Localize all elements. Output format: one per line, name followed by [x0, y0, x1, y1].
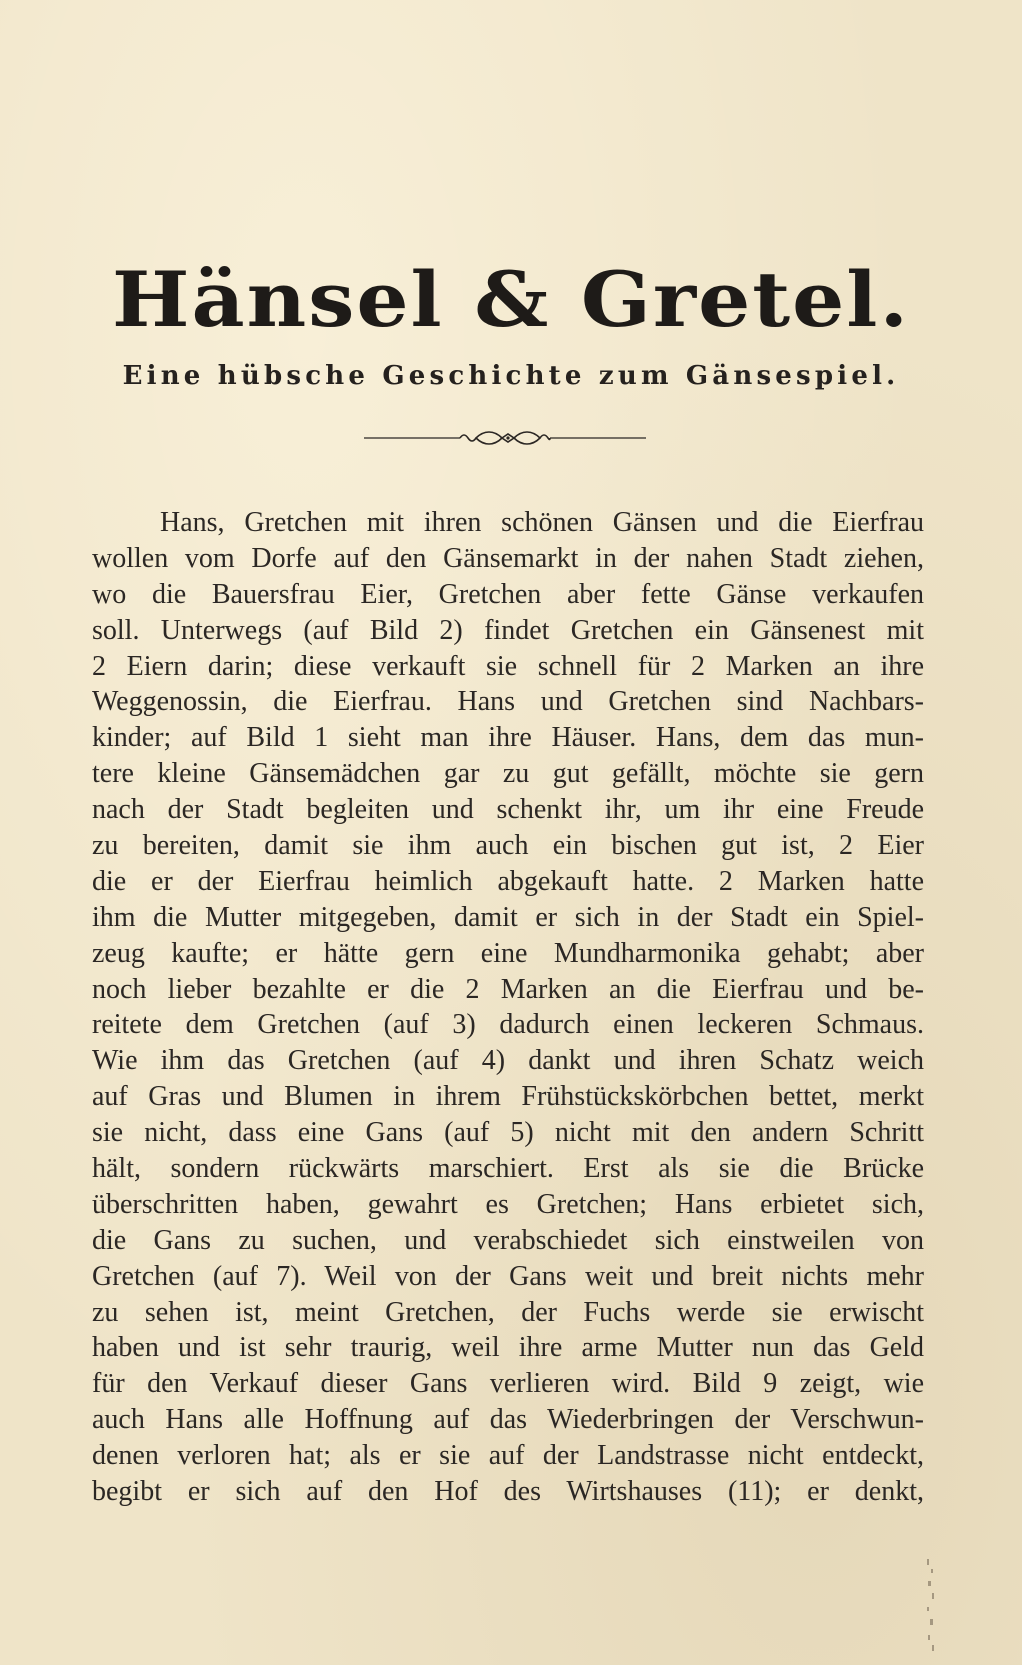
text-line: begibt er sich auf den Hof des Wirtshauses (11); er denkt,: [92, 1476, 924, 1508]
text-line: Weggenossin, die Eierfrau. Hans und Gretchen sind Nachbars-: [92, 686, 924, 718]
text-line: kinder; auf Bild 1 sieht man ihre Häuser. Hans, dem das mun-: [92, 722, 924, 754]
text-line: hält, sondern rückwärts marschiert. Erst als sie die Brücke: [92, 1153, 924, 1185]
text-line: wo die Bauersfrau Eier, Gretchen aber fette Gänse verkaufen: [92, 578, 924, 610]
text-line: zeug kaufte; er hätte gern eine Mundharmonika gehabt; aber: [92, 937, 924, 969]
text-line: auch Hans alle Hoffnung auf das Wiederbringen der Verschwun-: [92, 1404, 924, 1436]
text-line: noch lieber bezahlte er die 2 Marken an die Eierfrau und be-: [92, 973, 924, 1005]
text-line: die er der Eierfrau heimlich abgekauft hatte. 2 Marken hatte: [92, 865, 924, 897]
text-line: reitete dem Gretchen (auf 3) dadurch einen leckeren Schmaus.: [92, 1009, 924, 1041]
text-line: auf Gras und Blumen in ihrem Frühstückskörbchen bettet, merkt: [92, 1081, 924, 1113]
text-line: soll. Unterwegs (auf Bild 2) findet Gretchen ein Gänsenest mit: [92, 614, 924, 646]
text-line: 2 Eiern darin; diese verkauft sie schnell für 2 Marken an ihre: [92, 650, 924, 682]
ornament-divider-icon: [364, 428, 646, 448]
document-title: Hänsel & Gretel.: [112, 255, 910, 345]
story-paragraph: [92, 505, 924, 1510]
text-line: Wie ihm das Gretchen (auf 4) dankt und ihren Schatz weich: [92, 1045, 924, 1077]
text-line: für den Verkauf dieser Gans verlieren wird. Bild 9 zeigt, wie: [92, 1368, 924, 1400]
text-line: Hans, Gretchen mit ihren schönen Gänsen und die Eierfrau: [160, 507, 924, 538]
text-line: überschritten haben, gewahrt es Gretchen; Hans erbietet sich,: [92, 1188, 924, 1220]
paper-speckle-marks: [924, 1555, 940, 1655]
text-line: tere kleine Gänsemädchen gar zu gut gefällt, möchte sie gern: [92, 758, 924, 790]
text-line: denen verloren hat; als er sie auf der Landstrasse nicht entdeckt,: [92, 1440, 924, 1472]
text-line: ihm die Mutter mitgegeben, damit er sich in der Stadt ein Spiel-: [92, 901, 924, 933]
text-line: wollen vom Dorfe auf den Gänsemarkt in der nahen Stadt ziehen,: [92, 542, 924, 574]
text-line: sie nicht, dass eine Gans (auf 5) nicht mit den andern Schritt: [92, 1117, 924, 1149]
text-line: die Gans zu suchen, und verabschiedet sich einstweilen von: [92, 1224, 924, 1256]
text-line: zu sehen ist, meint Gretchen, der Fuchs werde sie erwischt: [92, 1296, 924, 1328]
text-line: nach der Stadt begleiten und schenkt ihr, um ihr eine Freude: [92, 794, 924, 826]
document-subtitle: Eine hübsche Geschichte zum Gänsespiel.: [122, 361, 900, 391]
text-line: Gretchen (auf 7). Weil von der Gans weit und breit nichts mehr: [92, 1260, 924, 1292]
text-line: zu bereiten, damit sie ihm auch ein bischen gut ist, 2 Eier: [92, 830, 924, 862]
text-line: haben und ist sehr traurig, weil ihre arme Mutter nun das Geld: [92, 1332, 924, 1364]
